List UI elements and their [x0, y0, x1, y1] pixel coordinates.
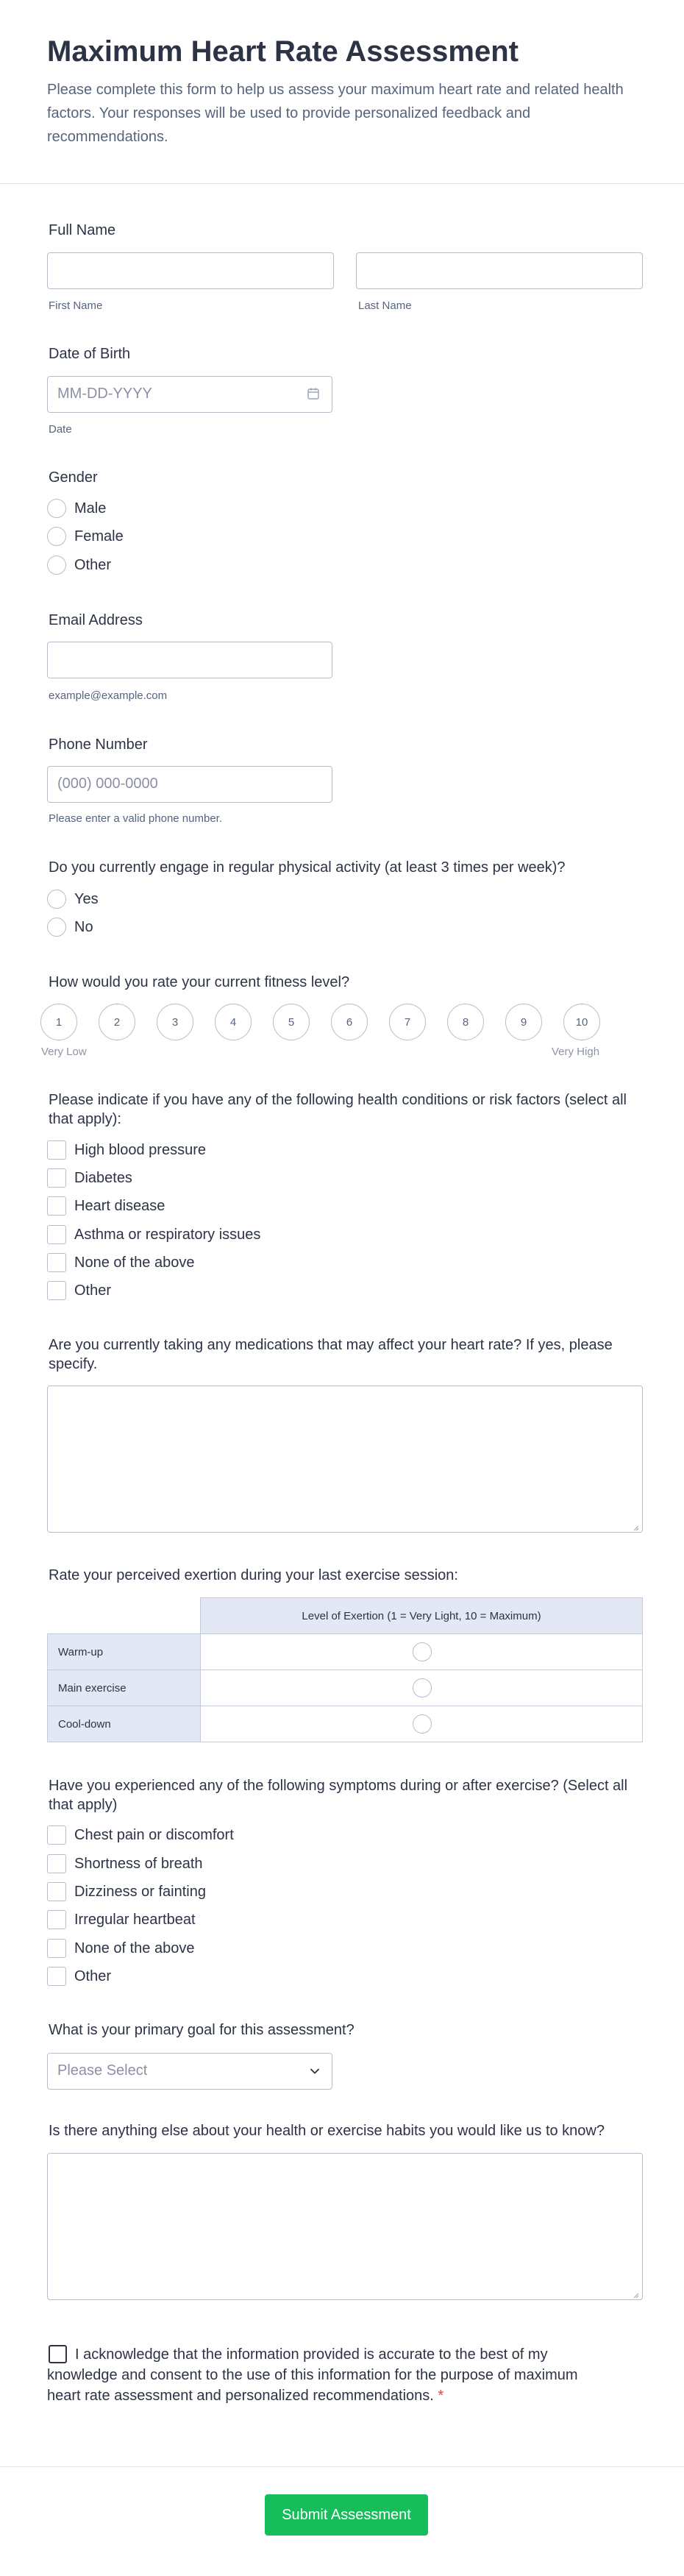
page-description: Please complete this form to help us assess your maximum heart rate and related health factors. Your responses will be used to provide personalized feedback and recommendations. [47, 82, 624, 145]
goal-select[interactable] [47, 2053, 332, 2090]
symptoms-checkbox-other[interactable] [47, 1967, 66, 1986]
phone-sublabel: Please enter a valid phone number. [49, 812, 222, 825]
page-title: Maximum Heart Rate Assessment [47, 35, 519, 68]
conditions-checkbox-none[interactable] [47, 1253, 66, 1272]
header-divider [0, 183, 684, 184]
conditions-label: Please indicate if you have any of the following health conditions or risk factors (select all that apply): [49, 1092, 627, 1127]
symptoms-checkbox-dizziness[interactable] [47, 1882, 66, 1901]
fitness-low-label: Very Low [41, 1046, 87, 1058]
symptoms-option-dizziness: Dizziness or fainting [74, 1884, 206, 1900]
activity-radio-no[interactable] [47, 918, 66, 937]
conditions-checkbox-high-blood-pressure[interactable] [47, 1140, 66, 1160]
phone-label: Phone Number [49, 737, 148, 753]
conditions-option-asthma: Asthma or respiratory issues [74, 1227, 261, 1243]
dob-input[interactable] [47, 376, 332, 413]
exertion-label: Rate your perceived exertion during your last exercise session: [49, 1567, 458, 1583]
gender-label: Gender [49, 469, 98, 486]
chevron-down-icon [310, 2066, 320, 2080]
dob-placeholder: MM-DD-YYYY [57, 386, 152, 402]
goal-select-value: Please Select [57, 2062, 148, 2079]
exertion-row-cool-down: Cool-down [47, 1706, 201, 1742]
consent-text-block [47, 2344, 591, 2406]
required-mark: * [438, 2388, 444, 2404]
fitness-label: How would you rate your current fitness level? [49, 974, 350, 990]
fitness-scale-10[interactable]: 10 [563, 1004, 600, 1040]
conditions-option-heart-disease: Heart disease [74, 1198, 165, 1214]
activity-option-no: No [74, 919, 93, 935]
notes-label: Is there anything else about your health or exercise habits you would like us to know? [49, 2123, 605, 2139]
conditions-checkbox-diabetes[interactable] [47, 1168, 66, 1188]
exertion-cell-cool-down [200, 1706, 643, 1742]
exertion-radio-warm-up[interactable] [413, 1642, 432, 1661]
submit-button[interactable]: Submit Assessment [265, 2494, 428, 2536]
email-label: Email Address [49, 612, 143, 628]
conditions-option-none: None of the above [74, 1255, 195, 1271]
phone-placeholder: (000) 000-0000 [57, 776, 158, 792]
resize-grip-icon[interactable] [632, 2289, 639, 2296]
last-name-input[interactable] [356, 252, 643, 289]
fitness-scale-5[interactable]: 5 [273, 1004, 310, 1040]
activity-radio-yes[interactable] [47, 890, 66, 909]
gender-option-other: Other [74, 557, 112, 573]
symptoms-option-chest-pain: Chest pain or discomfort [74, 1827, 234, 1843]
exertion-cell-main-exercise [200, 1670, 643, 1706]
consent-text: I acknowledge that the information provided is accurate to the best of my knowledge and consent to the use of this information for the purpose of maximum heart rate assessment and personalized recommendations. [47, 2346, 578, 2404]
gender-radio-female[interactable] [47, 527, 66, 546]
gender-radio-other[interactable] [47, 556, 66, 575]
activity-option-yes: Yes [74, 891, 99, 907]
activity-label: Do you currently engage in regular physical activity (at least 3 times per week)? [49, 859, 566, 876]
symptoms-checkbox-none[interactable] [47, 1939, 66, 1958]
symptoms-option-none: None of the above [74, 1940, 195, 1956]
email-sublabel: example@example.com [49, 689, 168, 702]
conditions-checkbox-heart-disease[interactable] [47, 1196, 66, 1216]
medications-label: Are you currently taking any medications that may affect your heart rate? If yes, please specify. [49, 1337, 613, 1372]
fitness-scale-9[interactable]: 9 [505, 1004, 542, 1040]
goal-label: What is your primary goal for this assessment? [49, 2022, 355, 2038]
conditions-option-high-blood-pressure: High blood pressure [74, 1142, 206, 1158]
medications-textarea[interactable] [47, 1385, 643, 1533]
email-input[interactable] [47, 642, 332, 678]
exertion-row-main-exercise: Main exercise [47, 1670, 201, 1706]
fitness-scale-4[interactable]: 4 [215, 1004, 252, 1040]
gender-option-male: Male [74, 500, 107, 517]
fitness-high-label: Very High [552, 1046, 600, 1058]
fitness-scale-2[interactable]: 2 [99, 1004, 135, 1040]
notes-textarea[interactable] [47, 2153, 643, 2300]
fitness-scale-3[interactable]: 3 [157, 1004, 193, 1040]
last-name-sublabel: Last Name [358, 299, 412, 312]
exertion-radio-cool-down[interactable] [413, 1714, 432, 1734]
exertion-radio-main-exercise[interactable] [413, 1678, 432, 1697]
symptoms-option-irregular-heartbeat: Irregular heartbeat [74, 1912, 196, 1928]
fitness-scale-1[interactable]: 1 [40, 1004, 77, 1040]
conditions-checkbox-asthma[interactable] [47, 1225, 66, 1244]
calendar-icon[interactable] [307, 387, 320, 404]
exertion-row-warm-up: Warm-up [47, 1633, 201, 1670]
dob-sublabel: Date [49, 423, 72, 436]
full-name-label: Full Name [49, 222, 116, 238]
symptoms-option-other: Other [74, 1968, 112, 1984]
gender-radio-male[interactable] [47, 499, 66, 518]
conditions-option-other: Other [74, 1282, 112, 1299]
gender-option-female: Female [74, 528, 124, 544]
symptoms-checkbox-irregular-heartbeat[interactable] [47, 1910, 66, 1929]
footer-divider [0, 2466, 684, 2467]
conditions-checkbox-other[interactable] [47, 1281, 66, 1300]
phone-input[interactable] [47, 766, 332, 803]
symptoms-option-shortness-of-breath: Shortness of breath [74, 1856, 203, 1872]
fitness-scale-7[interactable]: 7 [389, 1004, 426, 1040]
exertion-cell-warm-up [200, 1633, 643, 1670]
exertion-column-header: Level of Exertion (1 = Very Light, 10 = Maximum) [200, 1597, 643, 1634]
fitness-scale-8[interactable]: 8 [447, 1004, 484, 1040]
dob-label: Date of Birth [49, 346, 131, 362]
symptoms-label: Have you experienced any of the following symptoms during or after exercise? (Select all that apply) [49, 1778, 628, 1813]
fitness-scale-6[interactable]: 6 [331, 1004, 368, 1040]
symptoms-checkbox-chest-pain[interactable] [47, 1825, 66, 1845]
first-name-sublabel: First Name [49, 299, 103, 312]
first-name-input[interactable] [47, 252, 334, 289]
conditions-option-diabetes: Diabetes [74, 1170, 132, 1186]
resize-grip-icon[interactable] [632, 1522, 639, 1529]
symptoms-checkbox-shortness-of-breath[interactable] [47, 1854, 66, 1873]
